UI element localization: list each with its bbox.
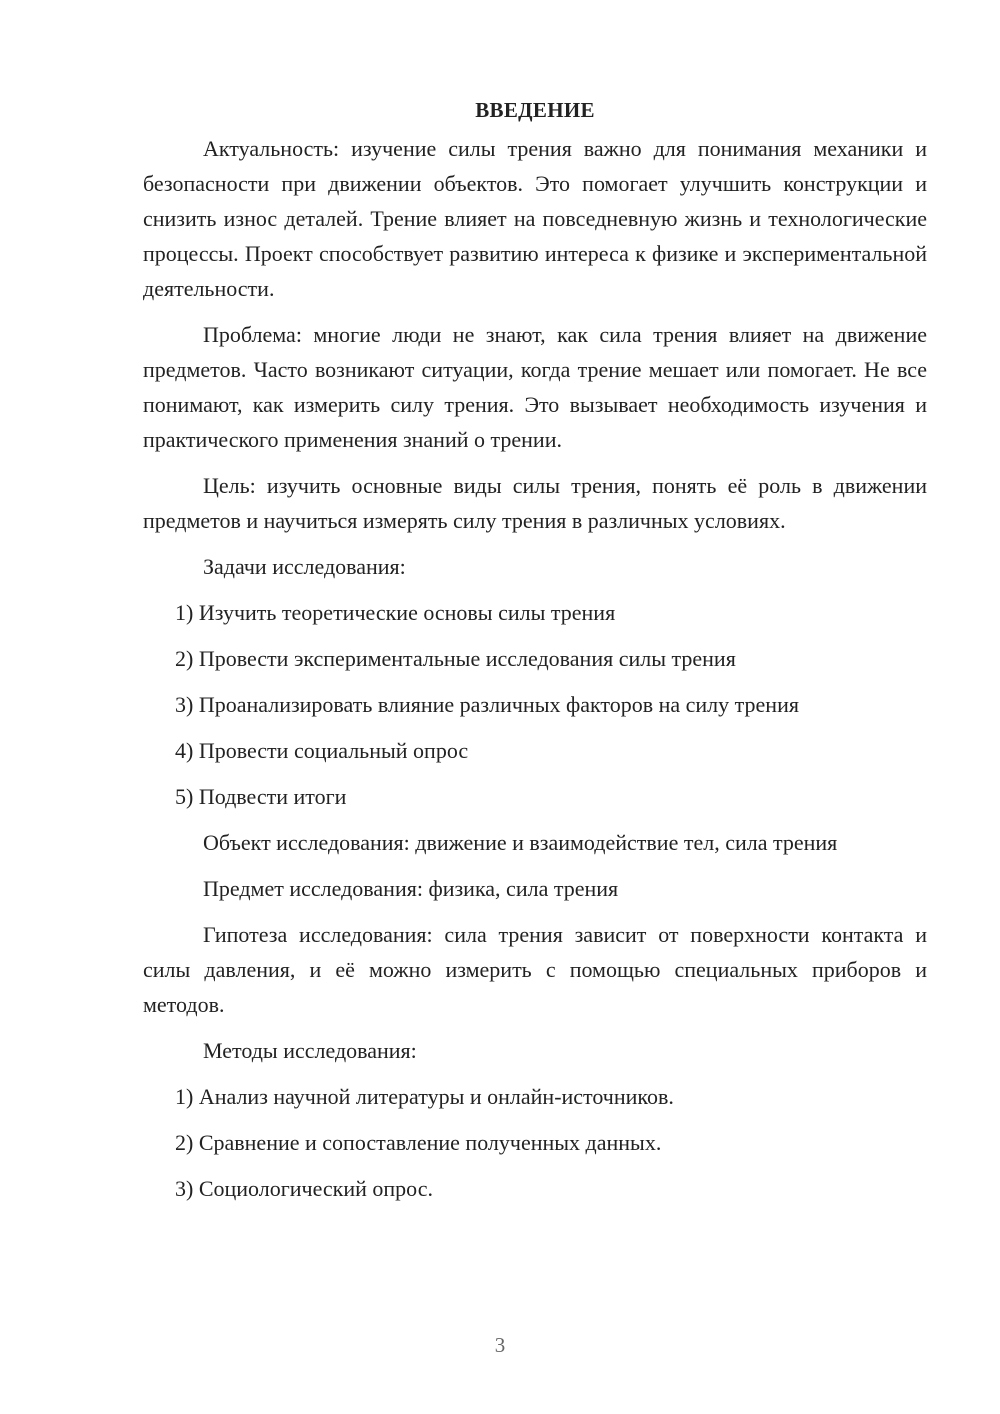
relevance-paragraph: Актуальность: изучение силы трения важно для понимания механики и безопасности при движении объектов. Это помогает улучшить конструкции и снизить износ деталей. Трение влияет на повседневную жизнь и технологические процессы. Проект способствует развитию интереса к физике и экспериментальной деятельности. (143, 136, 927, 301)
task-item: 3) Проанализировать влияние различных факторов на силу трения (175, 692, 799, 717)
hypothesis-paragraph: Гипотеза исследования: сила трения зависит от поверхности контакта и силы давления, и её можно измерить с помощью специальных приборов и методов. (143, 922, 927, 1017)
task-item: 4) Провести социальный опрос (175, 738, 469, 763)
task-item: 1) Изучить теоретические основы силы трения (175, 600, 616, 625)
goal-paragraph: Цель: изучить основные виды силы трения, понять её роль в движении предметов и научиться измерять силу трения в различных условиях. (143, 473, 927, 533)
method-item: 2) Сравнение и сопоставление полученных данных. (175, 1130, 662, 1155)
method-item: 1) Анализ научной литературы и онлайн-источников. (175, 1084, 674, 1109)
research-subject: Предмет исследования: физика, сила трения (203, 876, 619, 901)
task-item: 2) Провести экспериментальные исследования силы трения (175, 646, 736, 671)
problem-paragraph: Проблема: многие люди не знают, как сила трения влияет на движение предметов. Часто возникают ситуации, когда трение мешает или помогает. Не все понимают, как измерить силу трения. Это вызывает необходимость изучения и практического применения знаний о трении. (143, 322, 927, 452)
page-title: ВВЕДЕНИЕ (475, 98, 595, 122)
methods-list (143, 1079, 927, 1206)
page-number: 3 (494, 1333, 506, 1357)
method-item: 3) Социологический опрос. (175, 1176, 433, 1201)
tasks-list (143, 595, 927, 814)
tasks-heading: Задачи исследования: (203, 554, 406, 579)
research-object: Объект исследования: движение и взаимодействие тел, сила трения (203, 830, 838, 855)
task-item: 5) Подвести итоги (175, 784, 347, 809)
methods-heading: Методы исследования: (203, 1038, 417, 1063)
